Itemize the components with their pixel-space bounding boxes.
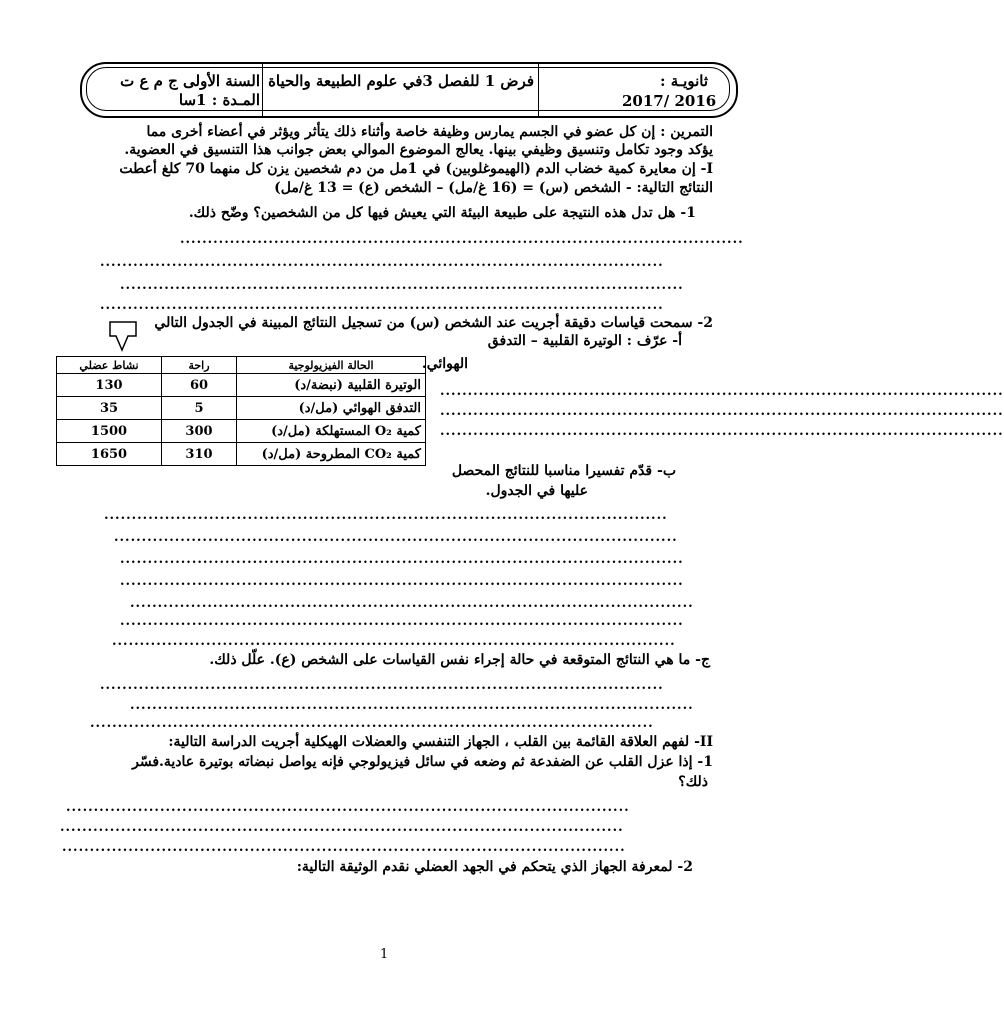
question-2b: ب- قدّم تفسيرا مناسبا للنتائج المحصل <box>451 463 676 479</box>
physiology-table <box>56 356 426 466</box>
table-cell: 130 <box>57 374 162 397</box>
part2-intro: II- لفهم العلاقة القائمة بين القلب ، الجهاز التنفسي والعضلات الهيكلية أجريت الدراسة التالية: <box>168 734 713 750</box>
table-row <box>57 443 426 466</box>
school-label: ثانويـة : <box>659 72 708 90</box>
question-1: 1- هل تدل هذه النتيجة على طبيعة البيئة التي يعيش فيها كل من الشخصين؟ وضّح ذلك. <box>188 205 696 221</box>
answer-line[interactable]: ...................................................................................................... <box>104 508 668 523</box>
answer-line[interactable]: ...................................................................................................... <box>180 232 744 247</box>
class-label: السنة الأولى ج م ع ت <box>120 72 260 90</box>
table-header: الحالة الفيزيولوجية <box>237 357 426 374</box>
answer-line[interactable]: ...................................................................................................... <box>130 596 694 611</box>
question-2b: عليها في الجدول. <box>485 483 588 499</box>
table-cell: 310 <box>162 443 237 466</box>
down-arrow-icon <box>108 320 140 352</box>
question-2a: أ- عرّف : الوتيرة القلبية – التدفق <box>487 333 682 349</box>
answer-line[interactable]: ...................................................................................................... <box>100 255 664 270</box>
table-row <box>57 420 426 443</box>
table-cell: 5 <box>162 397 237 420</box>
answer-line[interactable]: ...................................................................................................... <box>130 698 694 713</box>
answer-line[interactable]: ...................................................................................................... <box>60 820 624 835</box>
answer-line[interactable]: ...................................................................................................... <box>100 678 664 693</box>
page-number: 1 <box>380 947 389 962</box>
table-cell: التدفق الهوائي (مل/د) <box>237 397 426 420</box>
answer-line[interactable]: ...................................................................................................... <box>114 530 678 545</box>
table-header: راحة <box>162 357 237 374</box>
table-cell: كمية CO₂ المطروحة (مل/د) <box>237 443 426 466</box>
table-cell: كمية O₂ المستهلكة (مل/د) <box>237 420 426 443</box>
intro-line: التمرين : إن كل عضو في الجسم يمارس وظيفة خاصة وأثناء ذلك يتأثر ويؤثر في أعضاء أخرى مما <box>146 124 713 140</box>
table-cell: 1500 <box>57 420 162 443</box>
header-divider <box>262 62 263 118</box>
answer-line[interactable]: ...................................................................................................... <box>120 614 684 629</box>
answer-line[interactable]: ...................................................................................................... <box>66 800 630 815</box>
table-cell: 35 <box>57 397 162 420</box>
table-header-row <box>57 357 426 374</box>
table-cell: 60 <box>162 374 237 397</box>
intro-line: يؤكد وجود تكامل وتنسيق وظيفي بينها. يعالج الموضوع الموالي بعض جوانب هذا التنسيق في العضوية. <box>124 142 713 158</box>
exam-title: فرض 1 للفصل 3في علوم الطبيعة والحياة <box>268 72 534 90</box>
answer-line[interactable]: ...................................................................................................... <box>112 634 676 649</box>
duration-label: المـدة : 1سا <box>178 91 260 109</box>
answer-line[interactable]: ...................................................................................................... <box>440 384 1004 399</box>
part2-question-1: 1- إذا عزل القلب عن الضفدعة ثم وضعه في سائل فيزيولوجي فإنه يواصل نبضاته بوتيرة عادية.فسّر <box>132 754 713 770</box>
question-2c: ج- ما هي النتائج المتوقعة في حالة إجراء نفس القياسات على الشخص (ع). علّل ذلك. <box>209 652 710 668</box>
table-row <box>57 374 426 397</box>
table-header: نشاط عضلي <box>57 357 162 374</box>
answer-line[interactable]: ...................................................................................................... <box>90 716 654 731</box>
table-cell: 300 <box>162 420 237 443</box>
table-cell: 1650 <box>57 443 162 466</box>
answer-line[interactable]: ...................................................................................................... <box>440 424 1004 439</box>
part2-question-1: ذلك؟ <box>678 774 708 790</box>
table-row <box>57 397 426 420</box>
part2-question-2: 2- لمعرفة الجهاز الذي يتحكم في الجهد العضلي نقدم الوثيقة التالية: <box>296 859 693 875</box>
answer-line[interactable]: ...................................................................................................... <box>120 552 684 567</box>
answer-line[interactable]: ...................................................................................................... <box>100 298 664 313</box>
answer-line[interactable]: ...................................................................................................... <box>120 278 684 293</box>
question-2a: الهوائي. <box>421 356 468 372</box>
answer-line[interactable]: ...................................................................................................... <box>120 574 684 589</box>
table-cell: الوتيرة القلبية (نبضة/د) <box>237 374 426 397</box>
part1-results: النتائج التالية: - الشخص (س) = (16 غ/مل) – الشخص (ع) = 13 غ/مل) <box>274 180 713 196</box>
answer-line[interactable]: ...................................................................................................... <box>440 404 1004 419</box>
school-year: 2017/ 2016 <box>622 92 717 110</box>
header-divider <box>538 62 539 118</box>
question-2: 2- سمحت قياسات دقيقة أجريت عند الشخص (س) من تسجيل النتائج المبينة في الجدول التالي <box>154 315 713 331</box>
part1-intro: I- إن معايرة كمية خضاب الدم (الهيموغلوبين) في 1مل من دم شخصين يزن كل منهما 70 كلغ أعطت <box>119 161 713 177</box>
answer-line[interactable]: ...................................................................................................... <box>62 840 626 855</box>
